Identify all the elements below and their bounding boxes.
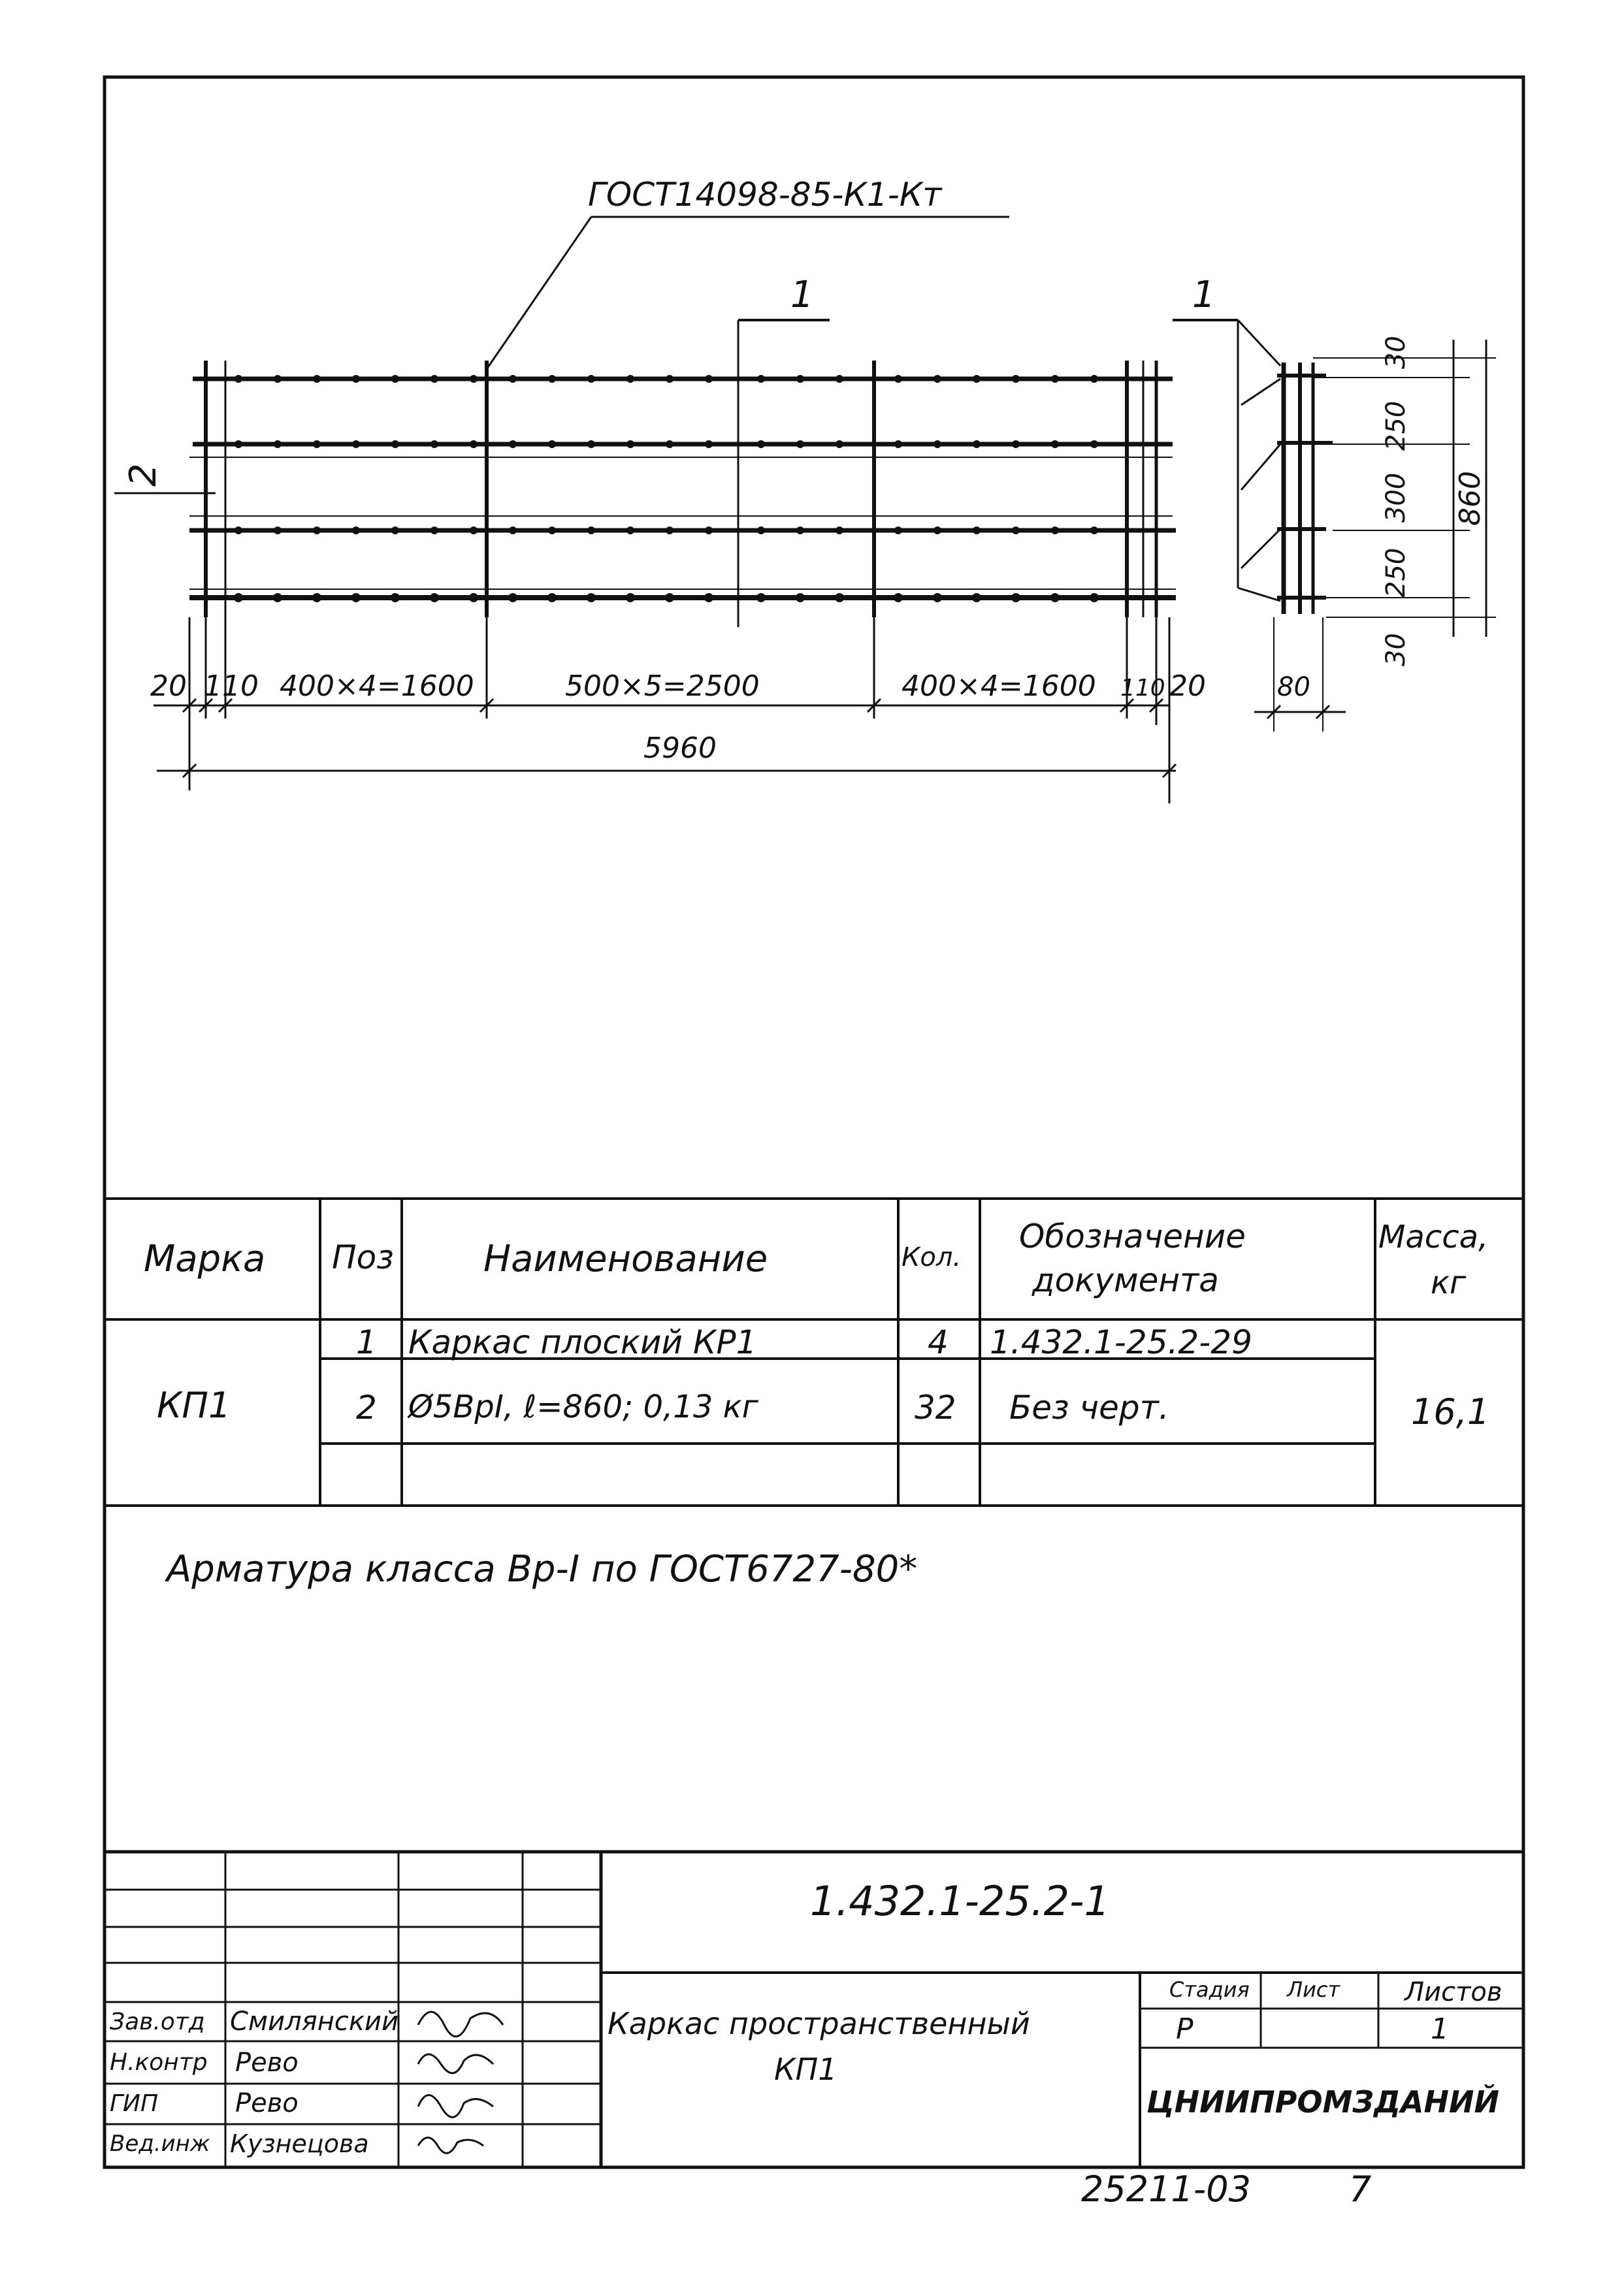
dimension-lines-front (154, 617, 1176, 803)
section-mark-side: 1 (1192, 274, 1216, 316)
reinforcement-note: Арматура класса Вр-Ⅰ по ГОСТ6727-80* (167, 1548, 918, 1591)
sheet-header: Лист (1287, 1977, 1340, 2002)
signer-role-4: Вед.инж (110, 2131, 210, 2157)
dim-110-left: 110 (204, 670, 259, 703)
doc-code: 1.432.1-25.2-1 (810, 1877, 1110, 1925)
org-name: ЦНИИПРОМЗДАНИЙ (1146, 2084, 1500, 2120)
row1-name: Каркас плоский КР1 (408, 1323, 757, 1361)
row2-name: Ø5ВрⅠ, ℓ=860; 0,13 кг (408, 1389, 758, 1425)
position-label-left: 2 (122, 463, 165, 487)
dim-1600-left: 400×4=1600 (280, 670, 474, 703)
side-dim-30-top: 30 (1381, 336, 1411, 369)
frame-section (1173, 320, 1496, 732)
dim-1600-right: 400×4=1600 (901, 670, 1096, 703)
row1-pos: 1 (356, 1323, 377, 1361)
stage-value: Р (1176, 2012, 1194, 2046)
dim-total-5960: 5960 (643, 732, 717, 765)
signer-role-3: ГИП (110, 2090, 159, 2117)
row2-qty: 32 (915, 1389, 956, 1427)
signer-role-2: Н.контр (110, 2049, 208, 2076)
signer-name-4: Кузнецова (230, 2129, 369, 2158)
header-name: Наименование (483, 1238, 768, 1280)
inventory-number: 25211-03 (1081, 2169, 1251, 2210)
section-mark-front: 1 (790, 274, 814, 316)
signer-name-3: Рево (235, 2088, 299, 2118)
header-qty: Кол. (901, 1242, 962, 1272)
dim-110-right: 110 (1120, 675, 1165, 702)
row2-pos: 2 (356, 1389, 377, 1427)
header-mark: Марка (144, 1238, 266, 1280)
header-doc-line2: документа (1032, 1261, 1219, 1299)
header-mass-line1: Масса, (1378, 1219, 1489, 1255)
side-dim-860: 860 (1453, 471, 1487, 526)
side-dim-30-bottom: 30 (1381, 633, 1411, 666)
sheet-frame (105, 77, 1523, 2167)
header-doc-line1: Обозначение (1019, 1218, 1246, 1255)
spec-table-grid (105, 1199, 1523, 1506)
header-mass-line2: кг (1431, 1265, 1467, 1301)
title-line1: Каркас пространственный (608, 2006, 1030, 2041)
gost-callout: ГОСТ14098-85-К1-Кт (588, 176, 942, 214)
signer-name-1: Смилянский (230, 2007, 399, 2037)
spec-mass-value: 16,1 (1411, 1391, 1490, 1432)
side-dim-250-top: 250 (1381, 400, 1411, 451)
row1-qty: 4 (928, 1323, 949, 1361)
signature-marks (418, 2012, 503, 2153)
sheets-value: 1 (1431, 2012, 1449, 2046)
rod-beads (234, 375, 1099, 602)
dim-20-right: 20 (1169, 670, 1206, 703)
side-dim-300: 300 (1381, 472, 1411, 523)
dim-2500: 500×5=2500 (565, 670, 760, 703)
header-pos: Поз (332, 1238, 394, 1276)
dim-20-left: 20 (150, 670, 187, 703)
stage-header: Стадия (1169, 1977, 1250, 2002)
title-line2: КП1 (774, 2052, 837, 2087)
signer-role-1: Зав.отд (110, 2009, 205, 2035)
signer-name-2: Рево (235, 2048, 299, 2078)
page-number: 7 (1349, 2169, 1372, 2210)
row2-doc: Без черт. (1009, 1389, 1169, 1427)
side-dim-250-bottom: 250 (1381, 547, 1411, 598)
spec-mark-value: КП1 (157, 1385, 231, 1426)
row1-doc: 1.432.1-25.2-29 (990, 1323, 1252, 1361)
sheets-header: Листов (1405, 1977, 1502, 2007)
frame-elevation (114, 217, 1176, 627)
side-dim-80: 80 (1277, 672, 1310, 702)
